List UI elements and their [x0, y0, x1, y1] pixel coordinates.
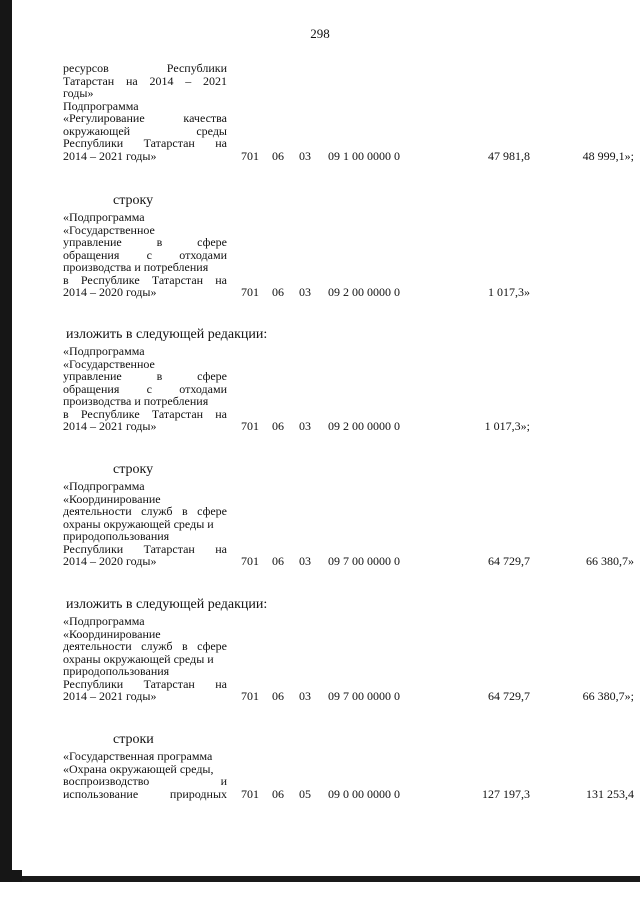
- code-subsection: 03: [299, 554, 311, 568]
- amount-second: 66 380,7»;: [582, 689, 634, 703]
- row-name-line: Республики Татарстан на: [63, 136, 227, 150]
- code-target: 09 2 00 0000 0: [328, 285, 400, 299]
- row-name-line: «Охрана окружающей среды,: [63, 761, 214, 776]
- row-name-line: 2014 – 2021 годы»: [63, 689, 157, 703]
- row-name-line: в Республике Татарстан на: [63, 272, 227, 287]
- amendment-instruction: изложить в следующей редакции:: [66, 597, 268, 612]
- amount-second: 48 999,1»;: [582, 148, 634, 163]
- amendment-instruction: строку: [113, 462, 154, 477]
- row-name-line: «Подпрограмма: [63, 614, 145, 628]
- row-name-line: 2014 – 2020 годы»: [63, 285, 157, 299]
- code-section: 06: [272, 689, 284, 703]
- code-target: 09 7 00 0000 0: [328, 689, 400, 703]
- row-name-line: «Государственное: [63, 356, 155, 371]
- row-name-line: Республики Татарстан на: [63, 676, 227, 691]
- row-name-line: 2014 – 2020 годы»: [63, 554, 157, 568]
- row-name: [63, 480, 227, 568]
- page-number: 298: [310, 26, 330, 41]
- scan-edge-corner: [0, 870, 22, 882]
- row-name-line: годы»: [63, 86, 94, 100]
- code-subsection: 03: [299, 285, 311, 299]
- code-section: 06: [272, 554, 284, 568]
- code-ministry: 701: [241, 554, 259, 568]
- row-name-line: ресурсов Республики: [63, 61, 227, 75]
- code-ministry: 701: [241, 285, 259, 299]
- row-name: [63, 615, 227, 703]
- row-name-line: 2014 – 2021 годы»: [63, 148, 157, 163]
- row-name-line: природопользования: [63, 529, 170, 543]
- row-name-line: производства и потребления: [63, 260, 209, 274]
- row-name-line: «Государственное: [63, 222, 155, 237]
- row-name: [63, 750, 227, 800]
- row-name-line: производства и потребления: [63, 394, 209, 408]
- row-name-line: охраны окружающей среды и: [63, 516, 214, 531]
- code-ministry: 701: [241, 419, 259, 433]
- amount-first: 47 981,8: [488, 148, 530, 163]
- scan-edge-bottom: [0, 876, 640, 882]
- amendment-instruction: изложить в следующей редакции:: [66, 327, 268, 342]
- amount-first: 64 729,7: [488, 554, 530, 568]
- row-name-line: обращения с отходами: [63, 381, 227, 396]
- code-ministry: 701: [241, 148, 259, 163]
- scan-edge-left: [0, 0, 12, 880]
- row-name-line: деятельности служб в сфере: [63, 504, 227, 518]
- amount-second: 131 253,4: [586, 786, 634, 801]
- amendment-instruction: строку: [113, 193, 154, 208]
- row-name-line: в Республике Татарстан на: [63, 406, 227, 421]
- row-name: [63, 62, 227, 162]
- row-name-line: Республики Татарстан на: [63, 541, 227, 556]
- amount-first: 1 017,3»: [488, 285, 530, 299]
- row-name-line: «Подпрограмма: [63, 479, 145, 493]
- row-name-line: «Подпрограмма: [63, 210, 145, 224]
- code-subsection: 03: [299, 419, 311, 433]
- row-name-line: воспроизводство и: [63, 774, 227, 788]
- row-name-line: Подпрограмма: [63, 98, 139, 113]
- code-target: 09 2 00 0000 0: [328, 419, 400, 433]
- amount-first: 1 017,3»;: [484, 419, 530, 433]
- row-name-line: «Государственная программа: [63, 749, 213, 763]
- code-section: 06: [272, 285, 284, 299]
- amount-first: 127 197,3: [482, 786, 530, 801]
- code-subsection: 03: [299, 148, 311, 163]
- row-name-line: управление в сфере: [63, 235, 227, 249]
- row-name-line: Татарстан на 2014 – 2021: [63, 73, 227, 88]
- code-section: 06: [272, 148, 284, 163]
- code-ministry: 701: [241, 786, 259, 801]
- row-name: [63, 211, 227, 299]
- row-name-line: деятельности служб в сфере: [63, 639, 227, 653]
- code-subsection: 03: [299, 689, 311, 703]
- row-name-line: «Регулирование качества: [63, 111, 227, 125]
- row-name-line: окружающей среды: [63, 123, 227, 138]
- row-name-line: 2014 – 2021 годы»: [63, 419, 157, 433]
- amount-second: 66 380,7»: [586, 554, 634, 568]
- code-target: 09 0 00 0000 0: [328, 786, 400, 801]
- row-name-line: охраны окружающей среды и: [63, 651, 214, 666]
- row-name-line: «Координирование: [63, 626, 161, 641]
- row-name-line: «Подпрограмма: [63, 344, 145, 358]
- row-name-line: обращения с отходами: [63, 247, 227, 262]
- row-name-line: управление в сфере: [63, 369, 227, 383]
- code-target: 09 1 00 0000 0: [328, 148, 400, 163]
- row-name-line: природопользования: [63, 664, 170, 678]
- row-name-line: «Координирование: [63, 491, 161, 506]
- code-section: 06: [272, 786, 284, 801]
- amount-first: 64 729,7: [488, 689, 530, 703]
- code-target: 09 7 00 0000 0: [328, 554, 400, 568]
- row-name-line: использование природных: [63, 786, 227, 801]
- code-section: 06: [272, 419, 284, 433]
- code-subsection: 05: [299, 786, 311, 801]
- row-name: [63, 345, 227, 433]
- amendment-instruction: строки: [113, 732, 154, 747]
- code-ministry: 701: [241, 689, 259, 703]
